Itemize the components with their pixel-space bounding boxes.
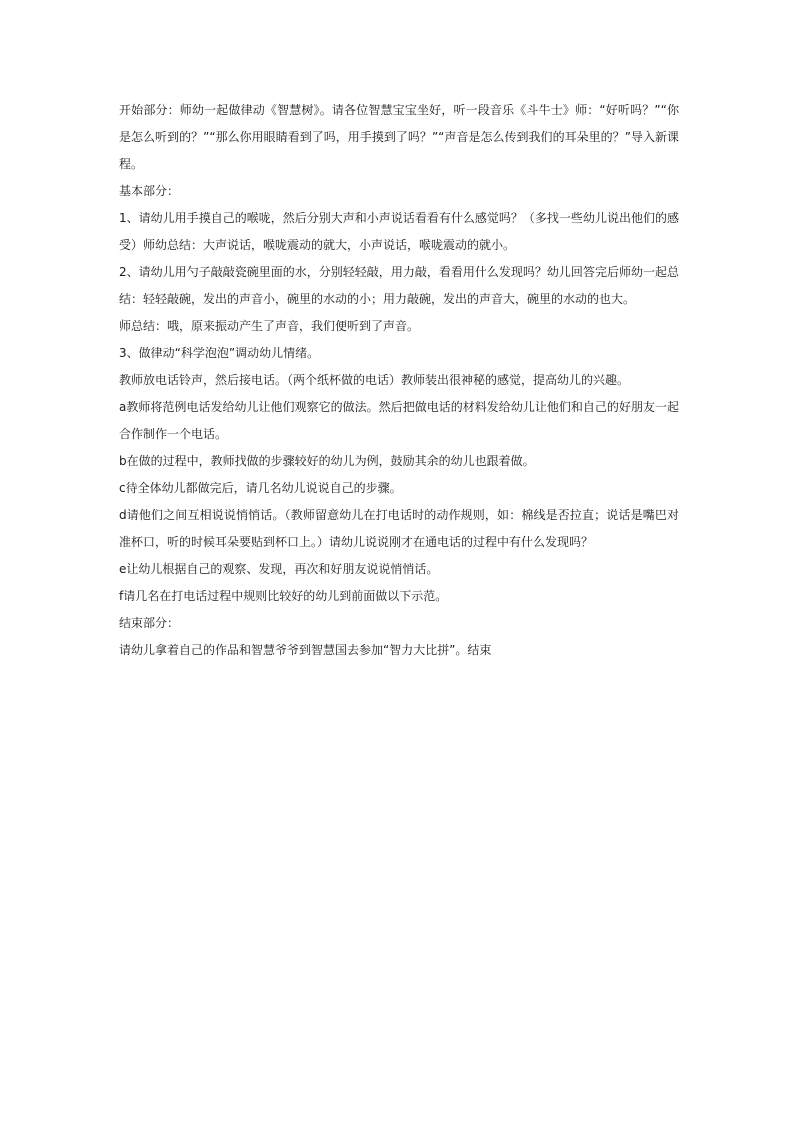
document-body	[119, 97, 679, 664]
paragraph-item-c: c待全体幼儿都做完后，请几名幼儿说说自己的步骤。	[119, 481, 402, 495]
paragraph-item-d: d请他们之间互相说说悄悄话。（教师留意幼儿在打电话时的动作规则，如：棉线是否拉直；说话是嘴巴对准杯口，听的时候耳朵要贴到杯口上。）请幼儿说说刚才在通电话的过程中有什么发现吗？	[119, 508, 679, 549]
paragraph-ending: 请幼儿拿着自己的作品和智慧爷爷到智慧国去参加“智力大比拼”。结束	[119, 643, 492, 657]
paragraph-phone-intro: 教师放电话铃声，然后接电话。（两个纸杯做的电话）教师装出很神秘的感觉，提高幼儿的兴趣。	[119, 373, 630, 387]
paragraph-opening: 开始部分：师幼一起做律动《智慧树》。请各位智慧宝宝坐好，听一段音乐《斗牛士》师：“好听吗？”“你是怎么听到的？”“那么你用眼睛看到了吗，用手摸到了吗？”“声音是怎么传到我们的耳朵里的？”导入新课程。	[119, 103, 679, 171]
paragraph-item-e: e让幼儿根据自己的观察、发现，再次和好朋友说说悄悄话。	[119, 562, 439, 576]
paragraph-item-b: b在做的过程中，教师找做的步骤较好的幼儿为例，鼓励其余的幼儿也跟着做。	[119, 454, 535, 468]
paragraph-teacher-summary: 师总结：哦，原来振动产生了声音，我们便听到了声音。	[119, 319, 420, 333]
paragraph-step-2: 2、请幼儿用勺子敲敲瓷碗里面的水，分别轻轻敲，用力敲，看看用什么发现吗？幼儿回答完后师幼一起总结：轻轻敲碗，发出的声音小，碗里的水动的小；用力敲碗，发出的声音大，碗里的水动的也大。	[119, 265, 679, 306]
paragraph-step-3: 3、做律动“科学泡泡”调动幼儿情绪。	[119, 346, 320, 360]
paragraph-step-1: 1、请幼儿用手摸自己的喉咙，然后分别大声和小声说话看看有什么感觉吗？（多找一些幼儿说出他们的感受）师幼总结：大声说话，喉咙震动的就大，小声说话，喉咙震动的就小。	[119, 211, 679, 252]
paragraph-item-f: f请几名在打电话过程中规则比较好的幼儿到前面做以下示范。	[119, 589, 448, 603]
heading-basic-section: 基本部分：	[119, 184, 180, 198]
heading-ending-section: 结束部分：	[119, 616, 180, 630]
paragraph-item-a: a教师将范例电话发给幼儿让他们观察它的做法。然后把做电话的材料发给幼儿让他们和自己的好朋友一起合作制作一个电话。	[119, 400, 679, 441]
